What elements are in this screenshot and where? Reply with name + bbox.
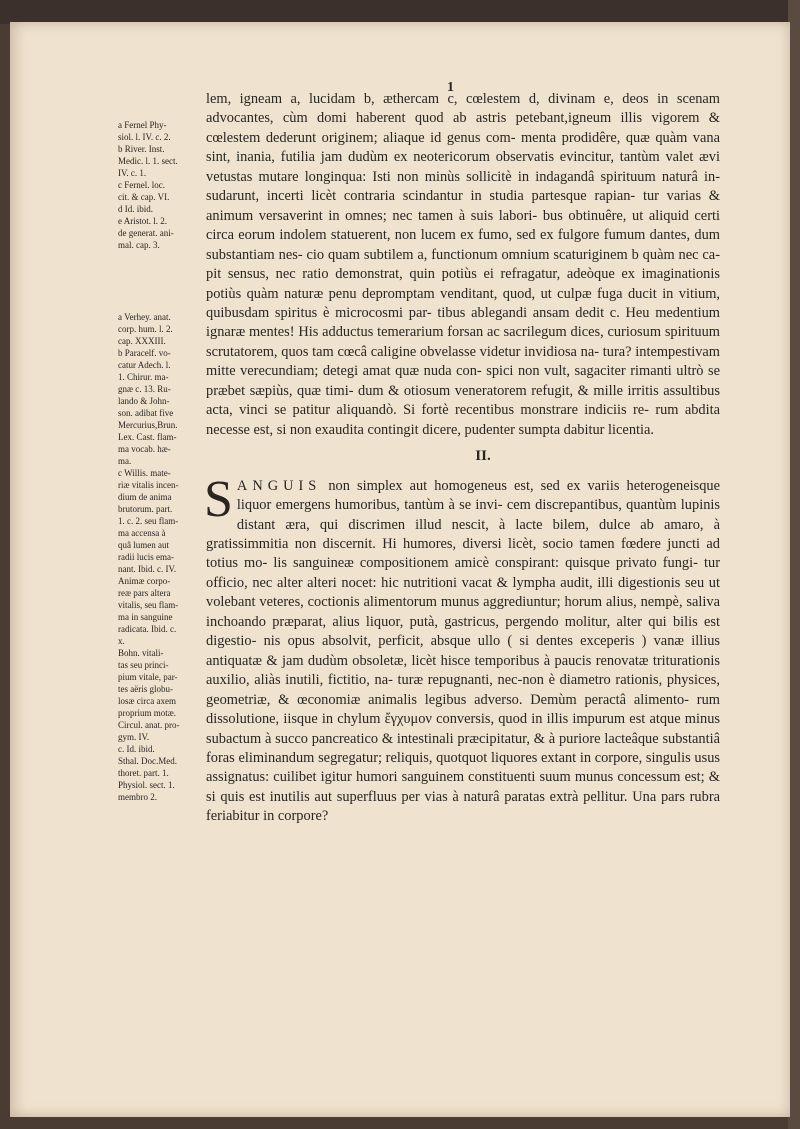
text-line: naturâ paratas extrà pellitur. Una pars rubra feriabitur in corpore? [206,788,720,825]
margin-note-line: dium de anima [118,492,172,502]
text-line: impurum est atque minus subactum à succo pancreatico & intestinali [206,711,720,747]
margin-note-line: de generat. ani- [118,228,174,238]
margin-note-line: b River. Inst. [118,144,165,154]
text-line: aggrediuntur; horum alius, nempè, saliva inchoando præparat, alius [206,594,720,630]
margin-note-line: cit. & cap. VI. [118,192,170,202]
text-line: neotericorum observatis evincitur, tantùm valet ævi vetustas mutare [206,149,720,185]
margin-note-line: gnæ c. 13. Ru- [118,384,171,394]
drop-cap: S [204,470,233,528]
margin-note-line: b Paracelf. vo- [118,348,171,358]
text-line: illi digestionis seu ut volebant veteres, coctionis alimentorum munus [206,574,720,611]
text-line: & œconomiæ animalis legibus adverso. Demùm peractâ alimento- [278,691,689,708]
text-line: bus obtinuêre, ut aliquid certi circa eorum indolem statuerent, non [206,207,720,244]
margin-note-line: Mercurius,Brun. [118,420,178,430]
margin-note-line: nant. Ibid. c. IV. [118,564,177,574]
text-line: heterogeneisque liquor emergens humoribus, tantùm à se invi- [236,477,720,514]
margin-note-line: thoret. part. 1. [118,768,169,778]
text-line: dum & otiosum veneratorem refugit, & mille irritis assultibus acta, [206,382,720,419]
margin-note-line: gym. IV. [118,732,150,742]
margin-note-line: vitalis, seu flam- [118,600,179,610]
paragraph-1 [206,90,720,440]
text-line: non simplex aut homogeneus est, sed ex variis [321,477,620,494]
margin-note-line: 1. Chirur. ma- [118,372,169,382]
margin-note-line: c Willis. mate- [118,468,171,478]
margin-note-line: proprium motæ. [118,708,176,718]
margin-note-line: IV. c. 1. [118,168,147,178]
paragraph-2-body [204,470,721,825]
book-page [10,22,790,1117]
margin-note-line: brutorum. part. [118,504,173,514]
text-line: scrutatorem, quos tam cœcâ caligine obvelasse videtur invidiosa na- [206,343,600,360]
margin-note-line: corp. hum. l. 2. [118,324,173,334]
margin-note-line: ma accensa à [118,528,166,538]
margin-notes-top [118,120,212,252]
margin-note-line: Medic. l. 1. sect. [118,156,178,166]
text-line: longinqua: Isti non minùs sollicitè in indagandâ spirituum naturâ in- [304,168,720,185]
margin-note-line: ma. [118,456,132,466]
margin-note-line: a Fernel Phy- [118,120,167,130]
text-line: segregatur; reliquis, quotquot liquores extant in corpore, singulis [318,749,691,766]
text-line: adductus temerarium forsan ac sacrilegum dices, curiosum spirituum [322,324,720,341]
margin-note-line: pium vitale, par- [118,672,178,682]
margin-note-line: x. [118,636,125,646]
margin-note-line: mal. cap. 3. [118,240,160,250]
book-binding-top [0,0,800,24]
margin-note-line: tes aëris globu- [118,684,173,694]
text-line: tur varias & animum versaverint in omnes; nec tamen à suis labori- [206,188,720,224]
margin-note-line: lando & John- [118,396,170,406]
margin-note-line: son. adibat five [118,408,174,418]
text-line: lis sanguineæ compositionem amicè conspirant: quisque privato fungi- [273,555,698,572]
text-line: tura? intempestivam mitte verecundiam; detegi amat quæ nuda con- [206,343,720,380]
text-line: sumpta dabitur licentia. [518,421,654,438]
margin-note-line: membro 2. [118,792,157,802]
text-line: illis vigorem & cœlestem dederunt originem; aliaque id genus com- [206,110,720,146]
margin-note-line: riæ vitalis incen- [118,480,179,490]
margin-note-line: c. Id. ibid. [118,744,155,754]
margin-note-line: siol. l. IV. c. 2. [118,132,171,142]
text-line: ut culpæ fuga ducit in vitium, quibusdam spiritus è microcosmi par- [206,285,720,321]
margin-note-line: Circul. anat. pro- [118,720,180,730]
margin-note-line: radicata. Ibid. c. [118,624,177,634]
margin-note-line: Bohn. vitali- [118,648,164,658]
text-line: paucis renovatæ triturationis auxilio, aliàs inutili, fictitio, na- [206,652,720,689]
margin-note-line: 1. c. 2. seu flam- [118,516,179,526]
text-line: rum abdita necesse est, si non exaudita contingit dicere, pudenter [206,402,720,438]
text-line: menta prodidêre, quæ quàm vana sint, inania, futilia jam dudùm ex [206,129,720,166]
text-line: vinci se patitur aliquandò. Si fortè recentibus monstrare indiciis re- [239,402,649,419]
text-line: usus assignatus: cuilibet igitur humori sanguinem constituenti suum [206,749,720,786]
margin-note-line: radii lucis ema- [118,552,174,562]
margin-notes-bottom [118,312,212,804]
margin-note-line: Animæ corpo- [118,576,171,586]
margin-note-line: ma in sanguine [118,612,173,622]
main-text-column [206,90,720,827]
margin-note-line: cap. XXXIII. [118,336,166,346]
page-number: 1 [447,80,454,95]
text-line: lem, igneam a, lucidam b, æthercam c, cœlestem d, divinam e, deos in [206,91,669,107]
text-line: rum dissolutione, iisque in chylum ἔγχυμον conversis, quod in illis [206,691,720,728]
margin-note-line: quâ lumen aut [118,540,169,550]
text-line: cem discrepantibus, quantùm lupinis distant æra, qui discrimen illud [236,497,720,533]
margin-note-line: c Fernel. loc. [118,180,165,190]
margin-note-line: Physiol. sect. 1. [118,780,175,790]
margin-note-line: a Verhey. anat. [118,312,171,322]
text-line: nescit, à lacte bilem, dulce ab amaro, à gratissimmitia non discernit. [206,516,720,552]
text-line: scenam advocantes, cùm domi haberent quod ab astris petebant,igneum [206,91,720,127]
margin-note-line: losæ circa axem [118,696,176,706]
margin-note-line: d Id. ibid. [118,204,153,214]
first-word: ANGUIS [236,477,322,494]
text-line: munus concessum est; & si quis est inutilis aut superfluus per vias à [206,769,720,805]
text-line: Hi humores, diversi licèt, socio tamen fœdere juncti ad totius mo- [206,535,721,572]
paragraph-2 [204,470,721,827]
text-line: spici non vult, sagaciter rimanti ultrò se præbet sæpiùs, quæ timi- [206,363,720,399]
text-line: lucem ex fumo, sed ex fulgore fumum dantes, dum substantiam nes- [206,227,720,263]
margin-note-line: tas seu princi- [118,660,169,670]
margin-note-line: Lex. Cast. flam- [118,432,177,442]
margin-note-line: Sthal. Doc.Med. [118,756,177,766]
text-line: sudarunt, incerti licèt contraria scindantur in studia partesque rapian- [206,188,636,205]
text-line: liquor, putà, gastricus, pergendo molitur, alter qui bilis est digestio- [206,613,720,650]
text-line: nis opus absolvit, perficit, absque ullo ( si dentes exceperis ) vanæ [263,633,684,650]
text-line: turæ repugnanti, nec-non è diametro rationis, physices, geometriæ, [206,672,720,708]
margin-note-line: ma vocab. hæ- [118,444,171,454]
text-line: pit sensus, nec ratio demonstrat, quin potiùs ei refragatur, adeòque ex [206,266,635,283]
margin-note-line: e Aristot. l. 2. [118,216,167,226]
text-line: imaginationis potiùs quàm naturæ penu depromptam venditant, quod, [206,266,720,302]
margin-note-line: catur Adech. l. [118,360,171,370]
text-line: illius antiquatæ & jam dudùm obsoletæ, licèt hisce temporibus à [206,633,720,669]
text-line: tur officio, nec alter alteri nocet: hic nutritioni vacat & lympha audit, [206,555,720,591]
margin-note-line: reæ pars altera [118,588,171,598]
text-line: præcipitatur, & à puriore lacteâque substantiâ foras eliminandum [206,730,720,766]
text-line: cio quam subtilem a, functionum omnium scaturiginem b quàm nec ca- [306,246,720,263]
section-heading: II. [475,448,491,465]
text-line: tibus ablegandi ansam dedit c. Heu medentium ignaræ mentes! His [206,304,720,341]
